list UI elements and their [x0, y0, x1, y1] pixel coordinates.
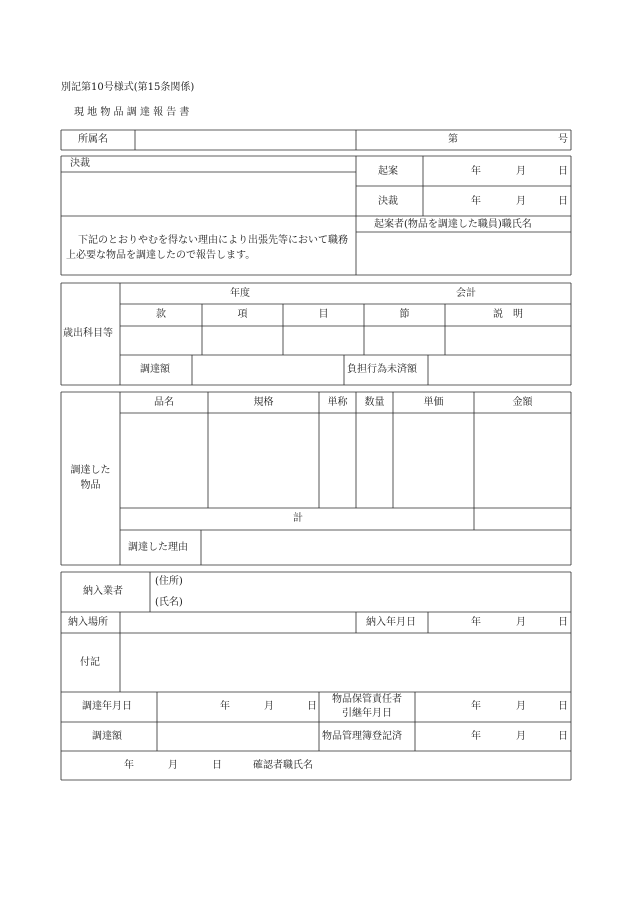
vendor-label: 納入業者 [83, 586, 123, 597]
delivery-day: 日 [558, 617, 568, 628]
form-title: 現 地 物 品 調 達 報 告 書 [74, 107, 190, 118]
procure-month: 月 [264, 701, 274, 712]
reporter-label: 起案者(物品を調達した職員)職氏名 [374, 219, 532, 230]
confirmer-label: 確認者職氏名 [253, 760, 313, 771]
settle-year: 年 [471, 196, 481, 207]
fiscal-year-label: 年度 [230, 288, 250, 299]
ledger-label: 物品管理簿登記済 [322, 731, 402, 742]
account-label: 会計 [456, 288, 476, 299]
confirm-month: 月 [168, 760, 178, 771]
budget-col-moku: 目 [318, 309, 329, 320]
items-col-unit: 単称 [327, 397, 348, 408]
draft-day: 日 [558, 166, 568, 177]
ledger-year: 年 [471, 731, 481, 742]
confirm-day: 日 [212, 760, 222, 771]
unpaid-label: 負担行為未済額 [347, 364, 417, 375]
draft-label: 起案 [378, 166, 398, 177]
items-total-label: 計 [293, 513, 303, 524]
custodian-year: 年 [471, 701, 481, 712]
delivery-place-label: 納入場所 [68, 617, 108, 628]
budget-col-description: 説 明 [493, 309, 523, 320]
delivery-date-label: 納入年月日 [366, 617, 416, 628]
affiliation-label: 所属名 [78, 134, 108, 145]
budget-col-kou: 項 [237, 309, 248, 320]
procure-year: 年 [220, 701, 230, 712]
note-label: 付記 [80, 657, 100, 668]
report-statement: 下記のとおりやむを得ない理由により出張先等において職務上必要な物品を調達したので報告します。 [66, 235, 348, 261]
budget-col-setsu: 節 [399, 309, 410, 320]
items-section-label-2: 物品 [80, 480, 101, 491]
number-suffix: 号 [558, 134, 568, 145]
items-col-amount: 金額 [512, 397, 533, 408]
vendor-amount-label: 調達額 [92, 731, 122, 742]
ledger-day: 日 [558, 731, 568, 742]
settle-day: 日 [558, 196, 568, 207]
custodian-month: 月 [516, 701, 526, 712]
custodian-label-1: 物品保管責任者 [332, 694, 402, 705]
budget-col-kan: 款 [156, 309, 166, 320]
number-prefix: 第 [448, 134, 458, 145]
budget-section-label: 歳出科目等 [63, 328, 113, 339]
settle-label: 決裁 [378, 196, 398, 207]
confirm-year: 年 [124, 760, 134, 771]
procure-reason-label: 調達した理由 [128, 542, 188, 553]
delivery-month: 月 [516, 617, 526, 628]
decision-box-label: 決裁 [70, 158, 90, 169]
items-col-qty: 数量 [364, 397, 385, 408]
custodian-day: 日 [558, 701, 568, 712]
draft-year: 年 [471, 166, 481, 177]
vendor-address-label: (住所) [155, 576, 183, 587]
items-section-label-1: 調達した [70, 465, 111, 476]
procure-amount-label: 調達額 [140, 364, 170, 375]
items-col-spec: 規格 [253, 397, 274, 408]
custodian-label-2: 引継年月日 [342, 708, 392, 719]
procure-day: 日 [307, 701, 317, 712]
delivery-year: 年 [471, 617, 481, 628]
draft-month: 月 [516, 166, 526, 177]
procure-date-label: 調達年月日 [82, 701, 132, 712]
settle-month: 月 [516, 196, 526, 207]
items-col-unit-price: 単価 [423, 397, 444, 408]
ledger-month: 月 [516, 731, 526, 742]
vendor-name-label: (氏名) [155, 597, 183, 608]
items-col-name: 品名 [154, 397, 174, 408]
form-number: 別記第10号様式(第15条関係) [61, 82, 195, 93]
